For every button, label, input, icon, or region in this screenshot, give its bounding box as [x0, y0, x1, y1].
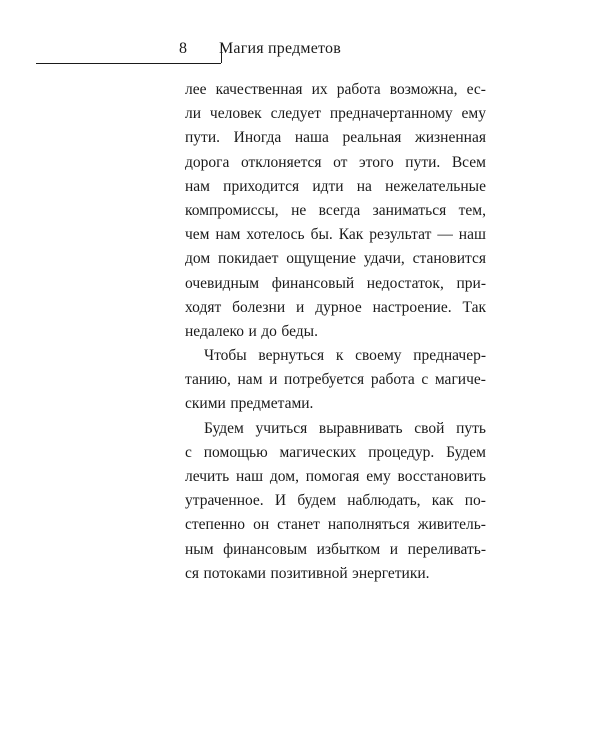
- word: становится: [412, 250, 486, 268]
- word: И: [274, 492, 287, 510]
- word: и: [389, 540, 398, 558]
- word: дорога: [185, 153, 230, 171]
- word: их: [311, 81, 328, 98]
- word: работа: [370, 371, 415, 389]
- word: качественная: [215, 81, 303, 98]
- word: приходится: [223, 177, 300, 195]
- word: нам: [237, 371, 263, 389]
- text-line: [185, 151, 486, 175]
- word: наблюдать,: [347, 492, 421, 510]
- text-line: [185, 417, 486, 441]
- word: бы.: [310, 226, 333, 244]
- word: всегда: [318, 201, 361, 219]
- word: заниматься: [372, 201, 447, 219]
- word: ес-: [466, 81, 486, 98]
- word: энергетики.: [352, 564, 430, 582]
- word: этого: [359, 153, 394, 171]
- text-line: [185, 513, 486, 537]
- word: наша: [294, 129, 329, 147]
- word: наполняться: [327, 516, 410, 534]
- word: жизненная: [415, 129, 486, 147]
- word: с: [421, 371, 429, 389]
- word: магиче-: [434, 371, 486, 389]
- word: настроение.: [372, 298, 452, 316]
- word: беды.: [281, 322, 318, 340]
- word: —: [437, 226, 453, 244]
- word: и: [248, 322, 257, 340]
- word: не: [291, 201, 307, 219]
- text-line: [185, 247, 486, 271]
- word: и: [296, 298, 305, 316]
- text-line: [185, 465, 486, 489]
- word: реальная: [342, 129, 402, 147]
- word: живитель-: [417, 516, 486, 534]
- text-line: [185, 296, 486, 320]
- text-line: [185, 102, 486, 126]
- word: тем,: [458, 201, 486, 219]
- word: помощью: [203, 443, 268, 461]
- word: ся: [185, 564, 200, 582]
- word: помогая: [305, 468, 360, 485]
- word: идти: [312, 177, 344, 195]
- text-line: [185, 392, 486, 416]
- text-line: [185, 489, 486, 513]
- word: возможна,: [389, 81, 458, 98]
- word: хотелось: [246, 226, 305, 244]
- word: позитивной: [270, 564, 348, 582]
- word: потребуется: [284, 371, 365, 389]
- word: ощущение: [286, 250, 356, 268]
- word: человек: [209, 105, 262, 123]
- word: магических: [279, 443, 357, 461]
- body-text: [185, 78, 486, 586]
- word: недостаток,: [366, 274, 444, 292]
- word: предметами.: [230, 395, 314, 413]
- word: Будем: [204, 419, 244, 437]
- text-line: [185, 126, 486, 150]
- word: избытком: [316, 540, 381, 558]
- word: своему: [355, 347, 402, 365]
- word: Всем: [451, 153, 486, 171]
- word: Чтобы: [204, 347, 247, 365]
- word: предначер-: [413, 347, 486, 365]
- word: наш: [458, 226, 486, 244]
- word: удачи,: [363, 250, 405, 268]
- word: утраченное.: [185, 492, 264, 510]
- word: до: [261, 322, 277, 340]
- word: он: [253, 516, 270, 534]
- text-line: [185, 441, 486, 465]
- word: нам: [215, 226, 241, 244]
- word: нежелательные: [385, 177, 486, 195]
- word: дом: [185, 250, 211, 268]
- word: к: [335, 347, 344, 365]
- text-line: [185, 320, 486, 344]
- text-line: [185, 368, 486, 392]
- word: чем: [185, 226, 210, 244]
- word: предначертанному: [329, 105, 453, 123]
- word: Иногда: [233, 129, 282, 147]
- word: на: [356, 177, 372, 195]
- word: недалеко: [185, 322, 244, 340]
- word: дурное: [315, 298, 362, 316]
- word: отклоняется: [240, 153, 322, 171]
- text-line: [185, 223, 486, 247]
- word: степенно: [185, 516, 246, 534]
- word: и: [269, 371, 278, 389]
- word: переливать-: [407, 540, 486, 558]
- word: Будем: [446, 443, 486, 461]
- word: учиться: [255, 419, 308, 437]
- word: потоками: [203, 564, 266, 582]
- word: ему: [461, 105, 486, 123]
- word: покидает: [218, 250, 279, 268]
- word: нам: [185, 177, 210, 195]
- text-line: [185, 272, 486, 296]
- word: болезни: [232, 298, 286, 316]
- word: лечить: [185, 468, 230, 485]
- text-line: [185, 538, 486, 562]
- running-head: [36, 38, 366, 66]
- word: от: [333, 153, 348, 171]
- word: Так: [462, 298, 486, 316]
- word: будем: [297, 492, 337, 510]
- word: ным: [185, 540, 214, 558]
- word: пути.: [405, 153, 441, 171]
- word: наш: [235, 468, 264, 485]
- word: финансовый: [271, 274, 355, 292]
- page-number: 8: [179, 40, 187, 57]
- header-rule: [36, 63, 221, 64]
- header-divider: [221, 44, 222, 63]
- word: станет: [277, 516, 320, 534]
- word: дом,: [269, 468, 299, 485]
- word: вернуться: [258, 347, 325, 365]
- text-line: [185, 175, 486, 199]
- word: ли: [185, 105, 202, 123]
- word: восстановить: [397, 468, 486, 485]
- word: путь: [456, 419, 486, 437]
- word: танию,: [185, 371, 231, 389]
- word: выравнивать: [318, 419, 403, 437]
- word: следует: [270, 105, 321, 123]
- word: очевидным: [185, 274, 260, 292]
- running-title: Магия предметов: [219, 40, 341, 57]
- word: результат: [369, 226, 432, 244]
- word: как: [431, 492, 454, 510]
- text-line: [185, 199, 486, 223]
- word: по-: [464, 492, 486, 510]
- word: финансовым: [223, 540, 308, 558]
- text-line: [185, 344, 486, 368]
- word: при-: [456, 274, 486, 292]
- text-line: [185, 78, 486, 102]
- word: компромиссы,: [185, 201, 279, 219]
- text-line: [185, 562, 486, 586]
- word: ходят: [185, 298, 222, 316]
- word: Как: [338, 226, 364, 244]
- word: свой: [414, 419, 445, 437]
- word: работа: [336, 81, 381, 98]
- word: ему: [366, 468, 391, 485]
- word: с: [185, 443, 192, 461]
- word: пути.: [185, 129, 220, 147]
- word: процедур.: [368, 443, 435, 461]
- word: скими: [185, 395, 226, 413]
- word: лее: [185, 81, 207, 98]
